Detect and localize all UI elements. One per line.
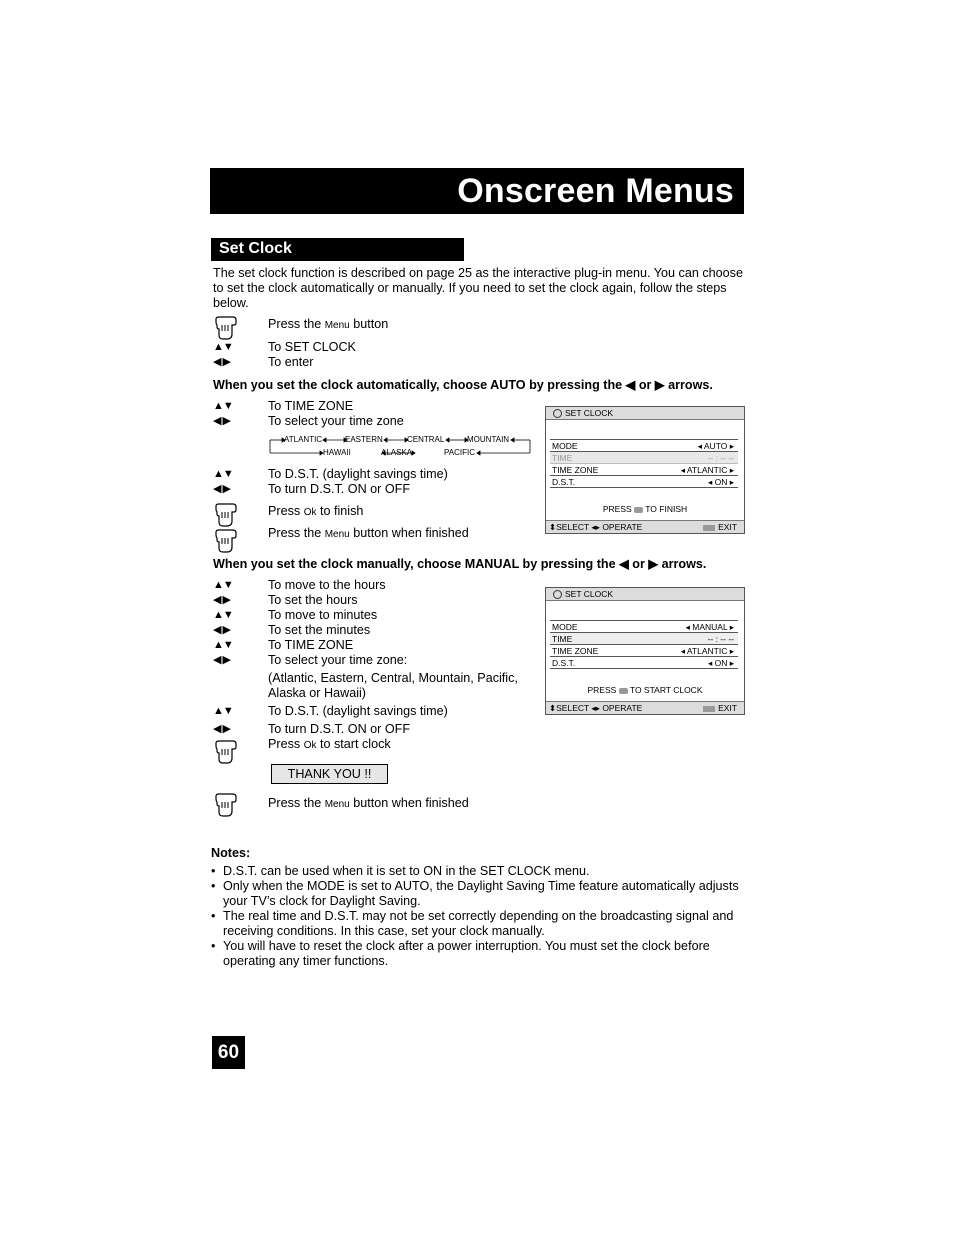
- set-clock-menu-auto: [545, 406, 745, 534]
- ok-key-icon: [634, 507, 643, 513]
- intro-paragraph: The set clock function is described on page 25 as the interactive plug-in menu. You can choose to set the clock automatically or manually. If you need to set the clock again, follow the steps below.: [213, 266, 743, 311]
- menu-row-time: TIME -- : -- --: [550, 452, 738, 464]
- left-right-arrows-icon: ◀ ▶: [213, 594, 230, 606]
- zone-eastern: EASTERN: [345, 435, 383, 444]
- ok-key-icon: [619, 688, 628, 694]
- zone-alaska: ALASKA: [381, 448, 413, 457]
- menu-press-hint: PRESS TO FINISH: [602, 504, 688, 514]
- auto-heading: When you set the clock automatically, choose AUTO by pressing the ◀ or ▶ arrows.: [213, 378, 713, 392]
- left-right-arrows-icon: ◀ ▶: [213, 415, 230, 427]
- menu-row-time-zone: TIME ZONE ◂ ATLANTIC ▸: [550, 464, 738, 476]
- notes-title: Notes:: [211, 846, 251, 860]
- left-right-arrows-icon: ◀ ▶: [213, 624, 230, 636]
- left-right-arrows-icon: ◀ ▶: [213, 356, 230, 368]
- menu-row-dst: D.S.T. ◂ ON ▸: [550, 476, 738, 488]
- up-down-arrows-icon: ▲▼: [213, 705, 233, 717]
- page-header: [210, 168, 744, 214]
- zone-hawaii: HAWAII: [323, 448, 351, 457]
- page-number: 60: [212, 1036, 245, 1069]
- menu-key-icon: [703, 525, 715, 531]
- note-item: • Only when the MODE is set to AUTO, the Daylight Saving Time feature automatically adjusts your TV’s clock for Daylight Saving.: [211, 879, 739, 908]
- section-header: [211, 238, 464, 261]
- note-item: • D.S.T. can be used when it is set to ON in the SET CLOCK menu.: [211, 864, 590, 878]
- zone-mountain: MOUNTAIN: [467, 435, 510, 444]
- left-right-arrows-icon: ◀ ▶: [213, 654, 230, 666]
- up-down-arrows-icon: ▲▼: [213, 400, 233, 412]
- menu-row-dst: D.S.T. ◂ ON ▸: [550, 657, 738, 669]
- up-down-arrows-icon: ▲▼: [213, 609, 233, 621]
- up-down-arrows-icon: ▲▼: [213, 341, 233, 353]
- menu-key-icon: [703, 706, 715, 712]
- hand-press-icon: [213, 739, 239, 765]
- section-title: Set Clock: [219, 240, 292, 257]
- set-clock-menu-manual: [545, 587, 745, 715]
- menu-row-time: TIME -- : -- --: [550, 633, 738, 645]
- page-title: Onscreen Menus: [457, 172, 734, 210]
- note-item: • You will have to reset the clock after a power interruption. You must set the clock before operating any timer functions.: [211, 939, 710, 968]
- time-zone-cycle-diagram: [268, 434, 533, 460]
- clock-icon: [553, 590, 562, 599]
- menu-header: SET CLOCK: [546, 588, 744, 601]
- thank-you-message: THANK YOU !!: [271, 764, 388, 784]
- zone-atlantic: ATLANTIC: [284, 435, 323, 444]
- up-down-arrows-icon: ▲▼: [213, 639, 233, 651]
- menu-rows: [550, 620, 738, 669]
- left-right-arrows-icon: ◀ ▶: [213, 483, 230, 495]
- hand-press-icon: [213, 792, 239, 818]
- menu-footer: ⬍SELECT ◂▸ OPERATE EXIT: [546, 520, 744, 533]
- menu-rows: [550, 439, 738, 488]
- menu-header: SET CLOCK: [546, 407, 744, 420]
- menu-row-mode: MODE ◂ MANUAL ▸: [550, 620, 738, 633]
- hand-press-icon: [213, 528, 239, 554]
- up-down-arrows-icon: ▲▼: [213, 579, 233, 591]
- clock-icon: [553, 409, 562, 418]
- left-right-arrows-icon: ◀ ▶: [213, 723, 230, 735]
- hand-press-icon: [213, 502, 239, 528]
- zone-central: CENTRAL: [407, 435, 445, 444]
- note-item: • The real time and D.S.T. may not be set correctly depending on the broadcasting signal and receiving conditions. In this case, set your clock manually.: [211, 909, 734, 938]
- up-down-arrows-icon: ▲▼: [213, 468, 233, 480]
- menu-press-hint: PRESS TO START CLOCK: [587, 685, 703, 695]
- menu-footer: ⬍SELECT ◂▸ OPERATE EXIT: [546, 701, 744, 714]
- notes-list: [211, 864, 745, 969]
- zone-pacific: PACIFIC: [444, 448, 475, 457]
- manual-heading: When you set the clock manually, choose MANUAL by pressing the ◀ or ▶ arrows.: [213, 557, 707, 571]
- menu-row-time-zone: TIME ZONE ◂ ATLANTIC ▸: [550, 645, 738, 657]
- hand-press-icon: [213, 315, 239, 341]
- menu-row-mode: MODE ◂ AUTO ▸: [550, 439, 738, 452]
